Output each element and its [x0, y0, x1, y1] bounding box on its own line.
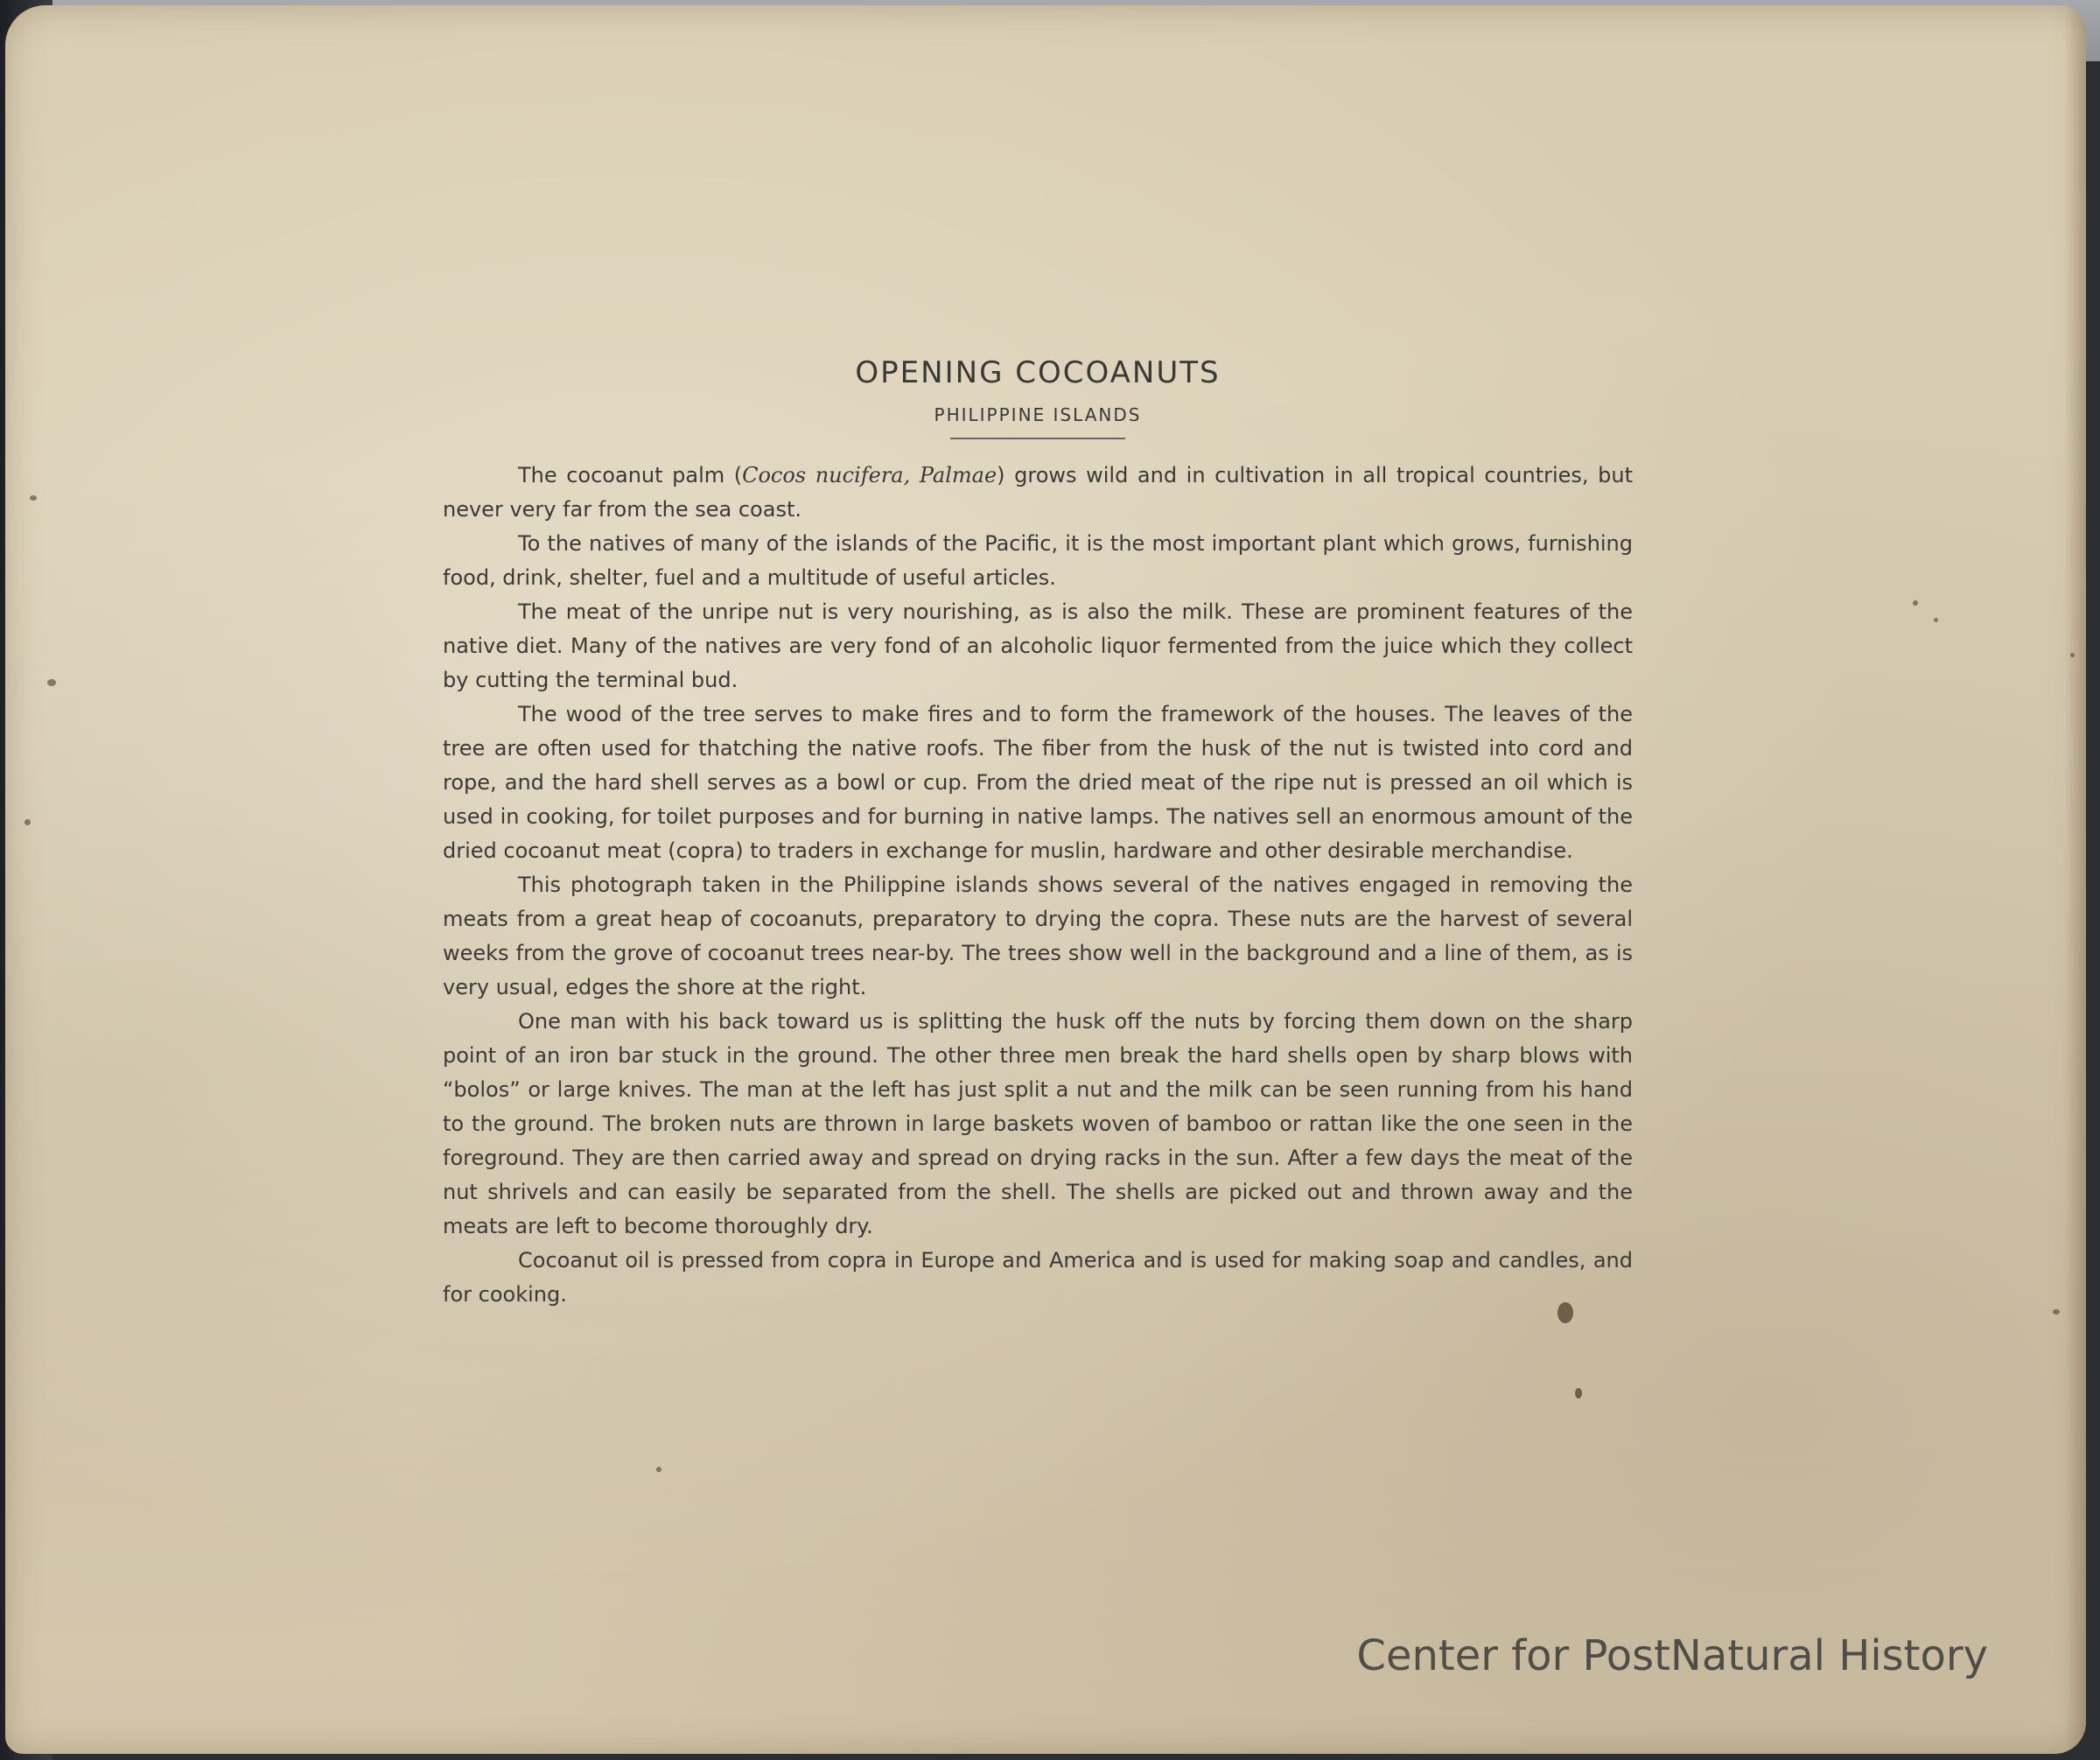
paper-speck: [2070, 653, 2075, 657]
body-text: [443, 459, 1633, 1312]
paper-speck: [1913, 600, 1918, 606]
paragraph: [443, 459, 1633, 527]
watermark: Center for PostNatural History: [1356, 1631, 1988, 1680]
paragraph-text: The cocoanut palm (: [518, 463, 743, 487]
paragraph: The wood of the tree serves to make fires and to form the framework of the houses. The leaves of the tree are often used for thatching the native roofs. The fiber from the husk of the nut is twisted into cord and rope, and the hard shell serves as a bowl or cup. From the dried meat of the ripe nut is pressed an oil which is used in cooking, for toilet purposes and for burning in native lamps. The natives sell an enormous amount of the dried cocoanut meat (copra) to traders in exchange for muslin, hardware and other desirable merchandise.: [443, 702, 1633, 863]
paper-speck: [2053, 1309, 2060, 1315]
paragraph: The meat of the unripe nut is very nourishing, as is also the milk. These are prominent features of the native diet. Many of the natives are very fond of an alcoholic liquor fermented from the juice which they collect by cutting the terminal bud.: [443, 600, 1633, 692]
paper-speck: [1934, 618, 1938, 622]
title-divider: [950, 438, 1125, 439]
paragraph-text: ) grows wild and in cultivation in all tropical countries, but never very far from the sea coast.: [443, 463, 1634, 522]
mount-card: [5, 5, 2086, 1754]
document-subtitle: PHILIPPINE ISLANDS: [934, 404, 1142, 425]
paper-speck: [656, 1467, 662, 1472]
paragraph: Cocoanut oil is pressed from copra in Europe and America and is used for making soap and candles, and for cooking.: [443, 1248, 1633, 1307]
paragraph: To the natives of many of the islands of the Pacific, it is the most important plant which grows, furnishing food, drink, shelter, fuel and a multitude of useful articles.: [443, 531, 1633, 590]
paper-speck: [47, 679, 56, 686]
paragraph: One man with his back toward us is splitting the husk off the nuts by forcing them down on the sharp point of an iron bar stuck in the ground. The other three men break the hard shells open by sharp blows with “bolos” or large knives. The man at the left has just split a nut and the milk can be seen running from his hand to the ground. The broken nuts are thrown in large baskets woven of bamboo or rattan like the one seen in the foreground. They are then carried away and spread on drying racks in the sun. After a few days the meat of the nut shrivels and can easily be separated from the shell. The shells are picked out and thrown away and the meats are left to become thoroughly dry.: [443, 1009, 1633, 1238]
paper-speck: [30, 495, 37, 501]
document-title: OPENING COCOANUTS: [855, 355, 1221, 390]
ink-stain: [1575, 1388, 1582, 1399]
paragraph: This photograph taken in the Philippine islands shows several of the natives engaged in removing the meats from a great heap of cocoanuts, preparatory to drying the copra. These nuts are the harvest of several weeks from the grove of cocoanut trees near-by. The trees show well in the background and a line of them, as is very usual, edges the shore at the right.: [443, 873, 1633, 999]
paper-speck: [24, 819, 31, 825]
card-edge-shadow: [2065, 5, 2086, 1754]
document-body: [443, 355, 1633, 1312]
scientific-name: Cocos nucifera, Palmae: [742, 463, 998, 487]
